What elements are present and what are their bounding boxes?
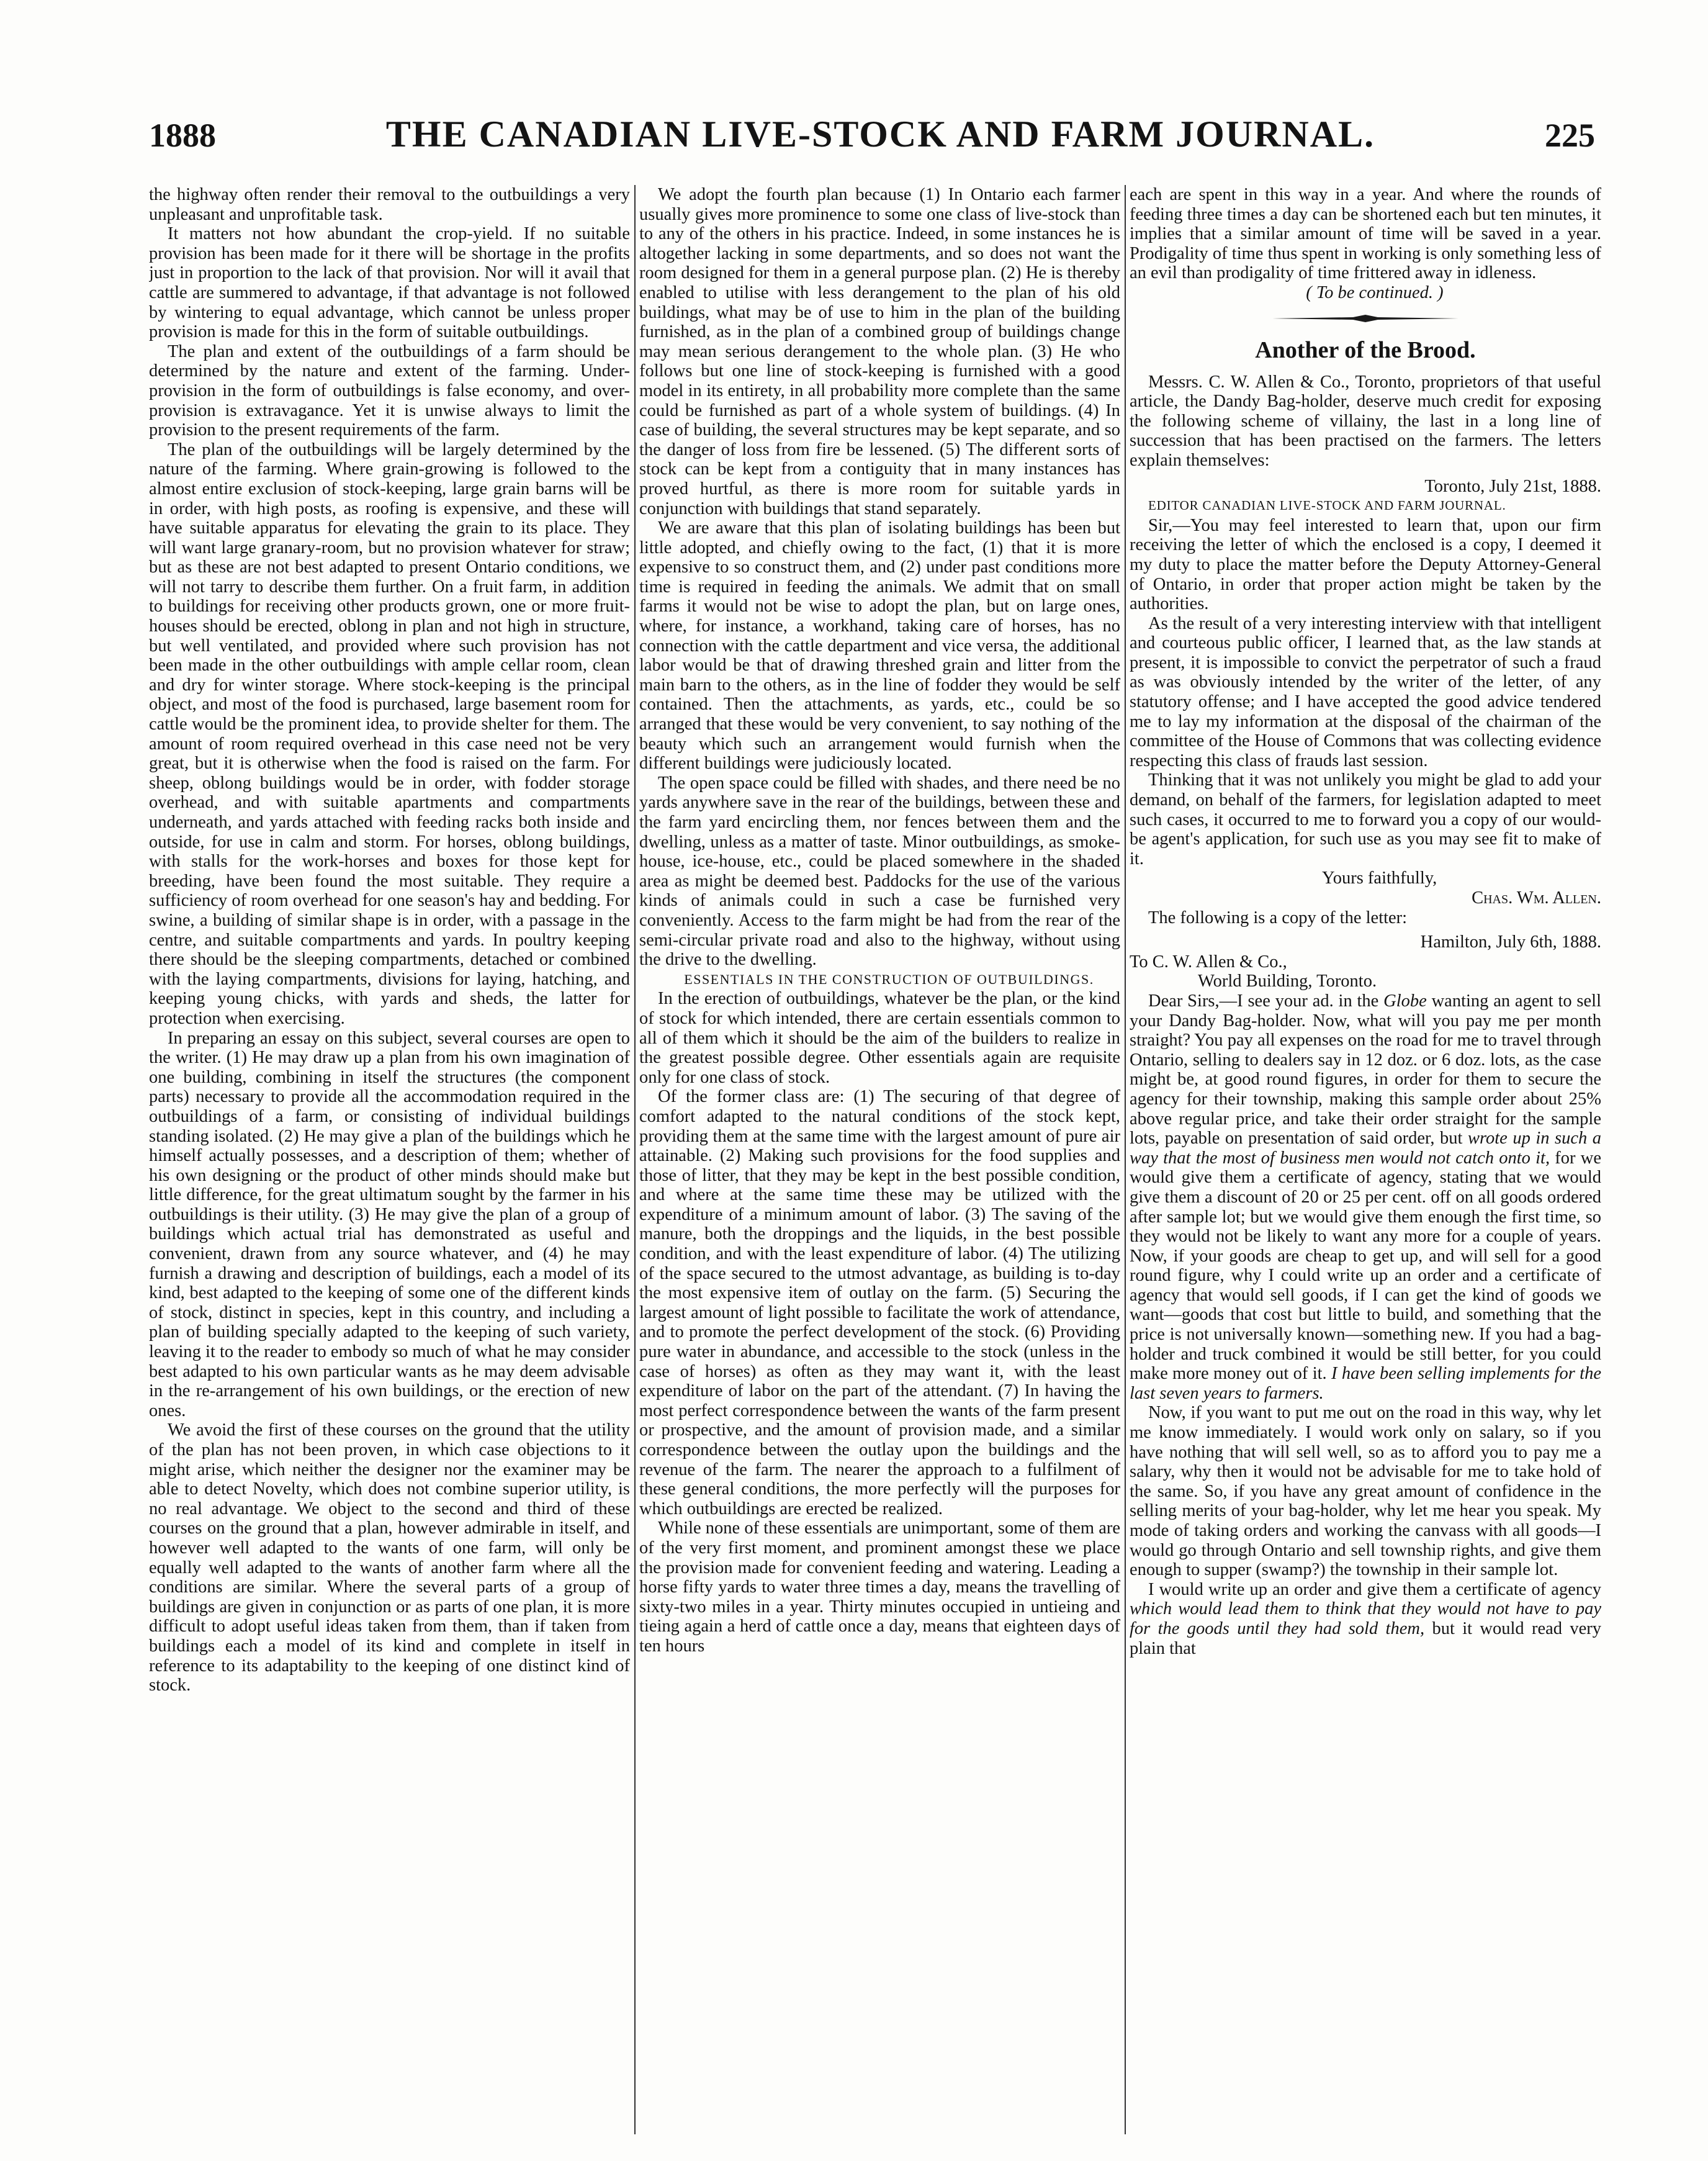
paragraph: The open space could be filled with shades, and there need be no yards anywhere save in the rear of the buildings, between these and the farm yard encircling them, nor fences between them and the dwelling, unless as a matter of taste. Minor outbuildings, as smoke-house, ice-house, etc., could be placed somewhere in the shaded area as might be deemed best. Paddocks for the use of the various kinds of animals could in such a case be furnished very conveniently. Access to the farm might be had from the rear of the semi-circular private road and also to the highway, without using the drive to the dwelling.: [639, 773, 1120, 970]
paragraph: Sir,—You may feel interested to learn that, upon our firm receiving the letter of which the enclosed is a copy, I deemed it my duty to place the matter before the Deputy Attorney-General of Ontario, in order that proper action might be taken by the authorities.: [1130, 515, 1601, 614]
section-subheading: ESSENTIALS IN THE CONSTRUCTION OF OUTBUILDINGS.: [684, 971, 1094, 987]
dateline: Toronto, July 21st, 1888.: [1424, 476, 1601, 496]
recipient-line: To C. W. Allen & Co.,: [1130, 952, 1287, 972]
signature: Chas. Wm. Allen.: [1472, 888, 1601, 908]
paragraph: We avoid the first of these courses on the ground that the utility of the plan has not been proven, in which case objections to it might arise, which neither the designer nor the examiner may be able to detect Novelty, which does not combine superior utility, is no real advantage. We object to the second and third of these courses on the ground that a plan, however admirable in itself, and however well adapted to the wants of one farm, will only be equally well adapted to the wants of another farm where all the conditions are similar. Where the several parts of a group of buildings are given in conjunction or as parts of one plan, it is more difficult to adopt useful ideas taken from them, than if taken from buildings each a model of its kind and complete in itself in reference to its adaptability to the keeping of one distinct kind of stock.: [149, 1420, 630, 1695]
column-3: [1130, 185, 1601, 2134]
paragraph: While none of these essentials are unimportant, some of them are of the very first moment, and prominent amongst these we place the provision made for convenient feeding and watering. Leading a horse fifty yards to water three times a day, means the travelling of sixty-two miles in a year. Thirty minutes occupied in untieing and tieing again a herd of cattle once a day, means that eighteen days of ten hours: [639, 1518, 1120, 1656]
paragraph: Of the former class are: (1) The securing of that degree of comfort adapted to the natural conditions of the stock kept, providing them at the same time with the largest amount of pure air attainable. (2) Making such provisions for the food supplies and those of litter, that they may be kept in the best possible condition, and where at the same time these may be utilized with the expenditure of a minimum amount of labor. (3) The saving of the manure, both the droppings and the liquids, in the best possible condition, and with the least expenditure of labor. (4) The utilizing of the space secured to the utmost advantage, as building is to-day the most expensive item of outlay on the farm. (5) Securing the largest amount of light possible to facilitate the work of attendance, and to promote the perfect development of the stock. (6) Providing pure water in abundance, and accessible to the stock (unless in the case of horses) as often as they may want it, with the least expenditure of labor on the part of the attendant. (7) In having the most perfect correspondence between the wants of the farm present or prospective, and the amount of provision made, and a similar correspondence between the outlay upon the buildings and the revenue of the farm. The nearer the approach to a fulfilment of these general conditions, the more perfectly will the purposes for which outbuildings are erected be realized.: [639, 1087, 1120, 1518]
paragraph: In the erection of outbuildings, whatever be the plan, or the kind of stock for which intended, there are certain essentials common to all of them which it should be the aim of the builders to realize in the greatest possible degree. Other essentials again are requisite only for one class of stock.: [639, 989, 1120, 1087]
paragraph: the highway often render their removal to the outbuildings a very unpleasant and unprofitable task.: [149, 185, 630, 224]
paragraph: We adopt the fourth plan because (1) In Ontario each farmer usually gives more prominence to some one class of live-stock than to any of the others in his practice. Indeed, in some instances he is altogether lacking in some departments, and so does not want the room designed for them in a general purpose plan. (2) He is thereby enabled to utilise with less derangement to the plan of his old buildings, what may be of use to him in the plan of the building furnished, as in the plan of a combined group of buildings change may mean serious derangement to the whole plan. (3) He who follows but one line of stock-keeping is furnished with a good model in its entirety, in all probability more complete than the same could be furnished as part of a whole system of buildings. (4) In case of building, the several structures may be kept separate, and so the danger of loss from fire be lessened. (5) The different sorts of stock can be kept from a contiguity that in many instances has proved hurtful, as there is more room for suitable yards in conjunction with buildings that stand separately.: [639, 185, 1120, 518]
page-number: 225: [1544, 117, 1595, 154]
journal-title: THE CANADIAN LIVE-STOCK AND FARM JOURNAL.: [385, 114, 1375, 155]
header-year: 1888: [149, 117, 216, 154]
paragraph: Thinking that it was not unlikely you might be glad to add your demand, on behalf of the farmers, for legislation adapted to meet such cases, it occurred to me to forward you a copy of our would-be agent's application, for such use as you may see fit to make of it.: [1130, 770, 1601, 868]
page-header: [149, 113, 1595, 163]
letter-paragraph: I would write up an order and give them a certificate of agency which would lead them to think that they would not have to pay for the goods until they had sold them, but it would read very plain that: [1130, 1579, 1601, 1658]
divider-ornament-icon: [1130, 314, 1601, 323]
paragraph: The plan and extent of the outbuildings of a farm should be determined by the nature and extent of the farming. Under-provision in the form of outbuildings is false economy, and over-provision is extravagance. Yet it is unwise always to limit the provision to the present requirements of the farm.: [149, 341, 630, 440]
paragraph: We are aware that this plan of isolating buildings has been but little adopted, and chiefly owing to the fact, (1) that it is more expensive to so construct them, and (2) under past conditions more time is required in feeding the animals. We admit that on small farms it would not be wise to adopt the plan, but on large ones, where, for instance, a workhand, taking care of horses, has no connection with the cattle department and vice versa, the additional labor would be that of drawing threshed grain and litter from the main barn to the others, as in the line of fodder they would be self contained. Then the attachments, as yards, etc., could be so arranged that these would be very convenient, to say nothing of the beauty which such an arrangement would furnish when the different buildings were judiciously located.: [639, 518, 1120, 774]
paragraph: The plan of the outbuildings will be largely determined by the nature of the farming. Where grain-growing is followed to the almost entire exclusion of stock-keeping, large grain barns will be in order, with high posts, as roofing is expensive, and these will have suitable apparatus for elevating the grain to its place. They will want large granary-room, but no provision whatever for straw; but as these are not best adapted to present Ontario conditions, we will not tarry to describe them further. On a fruit farm, in addition to buildings for receiving other products grown, one or more fruit-houses should be erected, oblong in plan and not high in structure, but well ventilated, and provided where such provision has not been made in the other outbuildings with ample cellar room, clean and dry for winter storage. Where stock-keeping is the principal object, and most of the food is purchased, large basement room for cattle would be the prominent idea, to provide shelter for them. The amount of room required overhead in this case need not be very great, but it is otherwise when the food is raised on the farm. For sheep, oblong buildings would be in order, with fodder storage overhead, and with suitable apartments and compartments underneath, and yards attached with feeding racks both inside and outside, for use in calm and storm. For horses, oblong buildings, with stalls for the work-horses and boxes for those kept for breeding, have been found the most suitable. They require a sufficiency of room overhead for one season's hay and bedding. For swine, a building of similar shape is in order, with a passage in the centre, and suitable compartments and yards. In poultry keeping there should be the sleeping compartments, detached or combined with the laying compartments, divisions for laying, hatching, and keeping young chicks, with yards and sheds, the latter for protection when exercising.: [149, 440, 630, 1028]
paragraph: Messrs. C. W. Allen & Co., Toronto, proprietors of that useful article, the Dandy Bag-holder, deserve much credit for exposing the following scheme of villainy, the last in a long line of succession that has been practised on the farmers. The letters explain themselves:: [1130, 372, 1601, 470]
letter-paragraph: Now, if you want to put me out on the road in this way, why let me know immediately. I would work only on salary, so if you have nothing that will sell well, so as to afford you to pay me a salary, why then it would not be advisable for me to take hold of the same. So, if you have any great amount of confidence in the selling merits of your bag-holder, why let me hear you speak. My mode of taking orders and working the canvass with all goods—I would go through Ontario and sell township rights, and give them enough to supper (swamp?) the township in their sample lot.: [1130, 1403, 1601, 1580]
dateline: Hamilton, July 6th, 1888.: [1420, 932, 1601, 952]
column-2: [639, 185, 1120, 2134]
article-title: Another of the Brood.: [1255, 336, 1476, 363]
column-1: [149, 185, 630, 2134]
letter-paragraph: Dear Sirs,—I see your ad. in the Globe wanting an agent to sell your Dandy Bag-holder. Now, what will you pay me per month straight? You pay all expenses on the road for me to travel through Ontario, selling to dealers say in 12 doz. or 6 doz. lots, as the case might be, at good round figures, in order for them to secure the agency for their township, making this sample order about 25% above regular price, and take their order straight for the sample lots, payable on presentation of said order, but wrote up in such a way that the most of business men would not catch onto it, for we would give them a certificate of agency, stating that we would give them a discount of 20 or 25 per cent. off on all goods ordered after sample lot; but we would give them enough the first time, so they would not be likely to want any more for a couple of years. Now, if your goods are cheap to get up, and will sell for a good round figure, why I could write up an order and a certificate of agency that would sell goods, if I can get the kind of goods we want—goods that cost but little to build, and something that the price is not universally known—something new. If you had a bag-holder and truck combined it would be still better, for you could make more money out of it. I have been selling implements for the last seven years to farmers.: [1130, 991, 1601, 1403]
paragraph: each are spent in this way in a year. And where the rounds of feeding three times a day can be shortened each but ten minutes, it implies that a similar amount of time will be saved in a year. Prodigality of time thus spent in working is only something less of an evil than prodigality of time frittered away in idleness.: [1130, 185, 1601, 283]
recipient-line: World Building, Toronto.: [1198, 972, 1377, 991]
paragraph: As the result of a very interesting interview with that intelligent and courteous public officer, I learned that, as the law stands at present, it is impossible to convict the perpetrator of such a fraud as was obviously intended by the writer of the letter, of any statutory offense; and I have accepted the good advice tendered me to lay my information at the disposal of the chairman of the committee of the House of Commons that was collecting evidence respecting this class of frauds last session.: [1130, 613, 1601, 770]
paragraph: It matters not how abundant the crop-yield. If no suitable provision has been made for it there will be shortage in the profits just in proportion to the lack of that provision. Nor will it avail that cattle are summered to advantage, if that advantage is not followed by wintering to equal advantage, which cannot be unless proper provision is made for this in the form of suitable outbuildings.: [149, 224, 630, 342]
paragraph: In preparing an essay on this subject, several courses are open to the writer. (1) He may draw up a plan from his own imagination of one building, combining in itself the structures (the component parts) necessary to provide all the accommodation required in the outbuildings of a farm, or consisting of individual buildings standing isolated. (2) He may give a plan of the buildings which he himself actually possesses, and a description of them; whether of his own designing or the product of other minds should make but little difference, for the great ultimatum sought by the farmer in his outbuildings is their utility. (3) He may give the plan of a group of buildings which actual trial has demonstrated as useful and convenient, drawn from any source whatever, and (4) he may furnish a drawing and description of buildings, each a model of its kind, best adapted to the keeping of some one of the different kinds of stock, distinct in species, kept in this country, and including a plan of building specially adapted to the keeping of such variety, leaving it to the reader to embody so much of what he may consider best adapted to his own particular wants as he may deem advisable in the re-arrangement of his own buildings, or the erection of new ones.: [149, 1028, 630, 1420]
addressee: EDITOR CANADIAN LIVE-STOCK AND FARM JOURNAL.: [1148, 498, 1506, 513]
column-rule: [1125, 185, 1126, 2134]
column-rule: [634, 185, 636, 2134]
closing: Yours faithfully,: [1322, 868, 1437, 888]
to-be-continued-note: ( To be continued. ): [1306, 282, 1444, 302]
paragraph: The following is a copy of the letter:: [1148, 908, 1408, 927]
